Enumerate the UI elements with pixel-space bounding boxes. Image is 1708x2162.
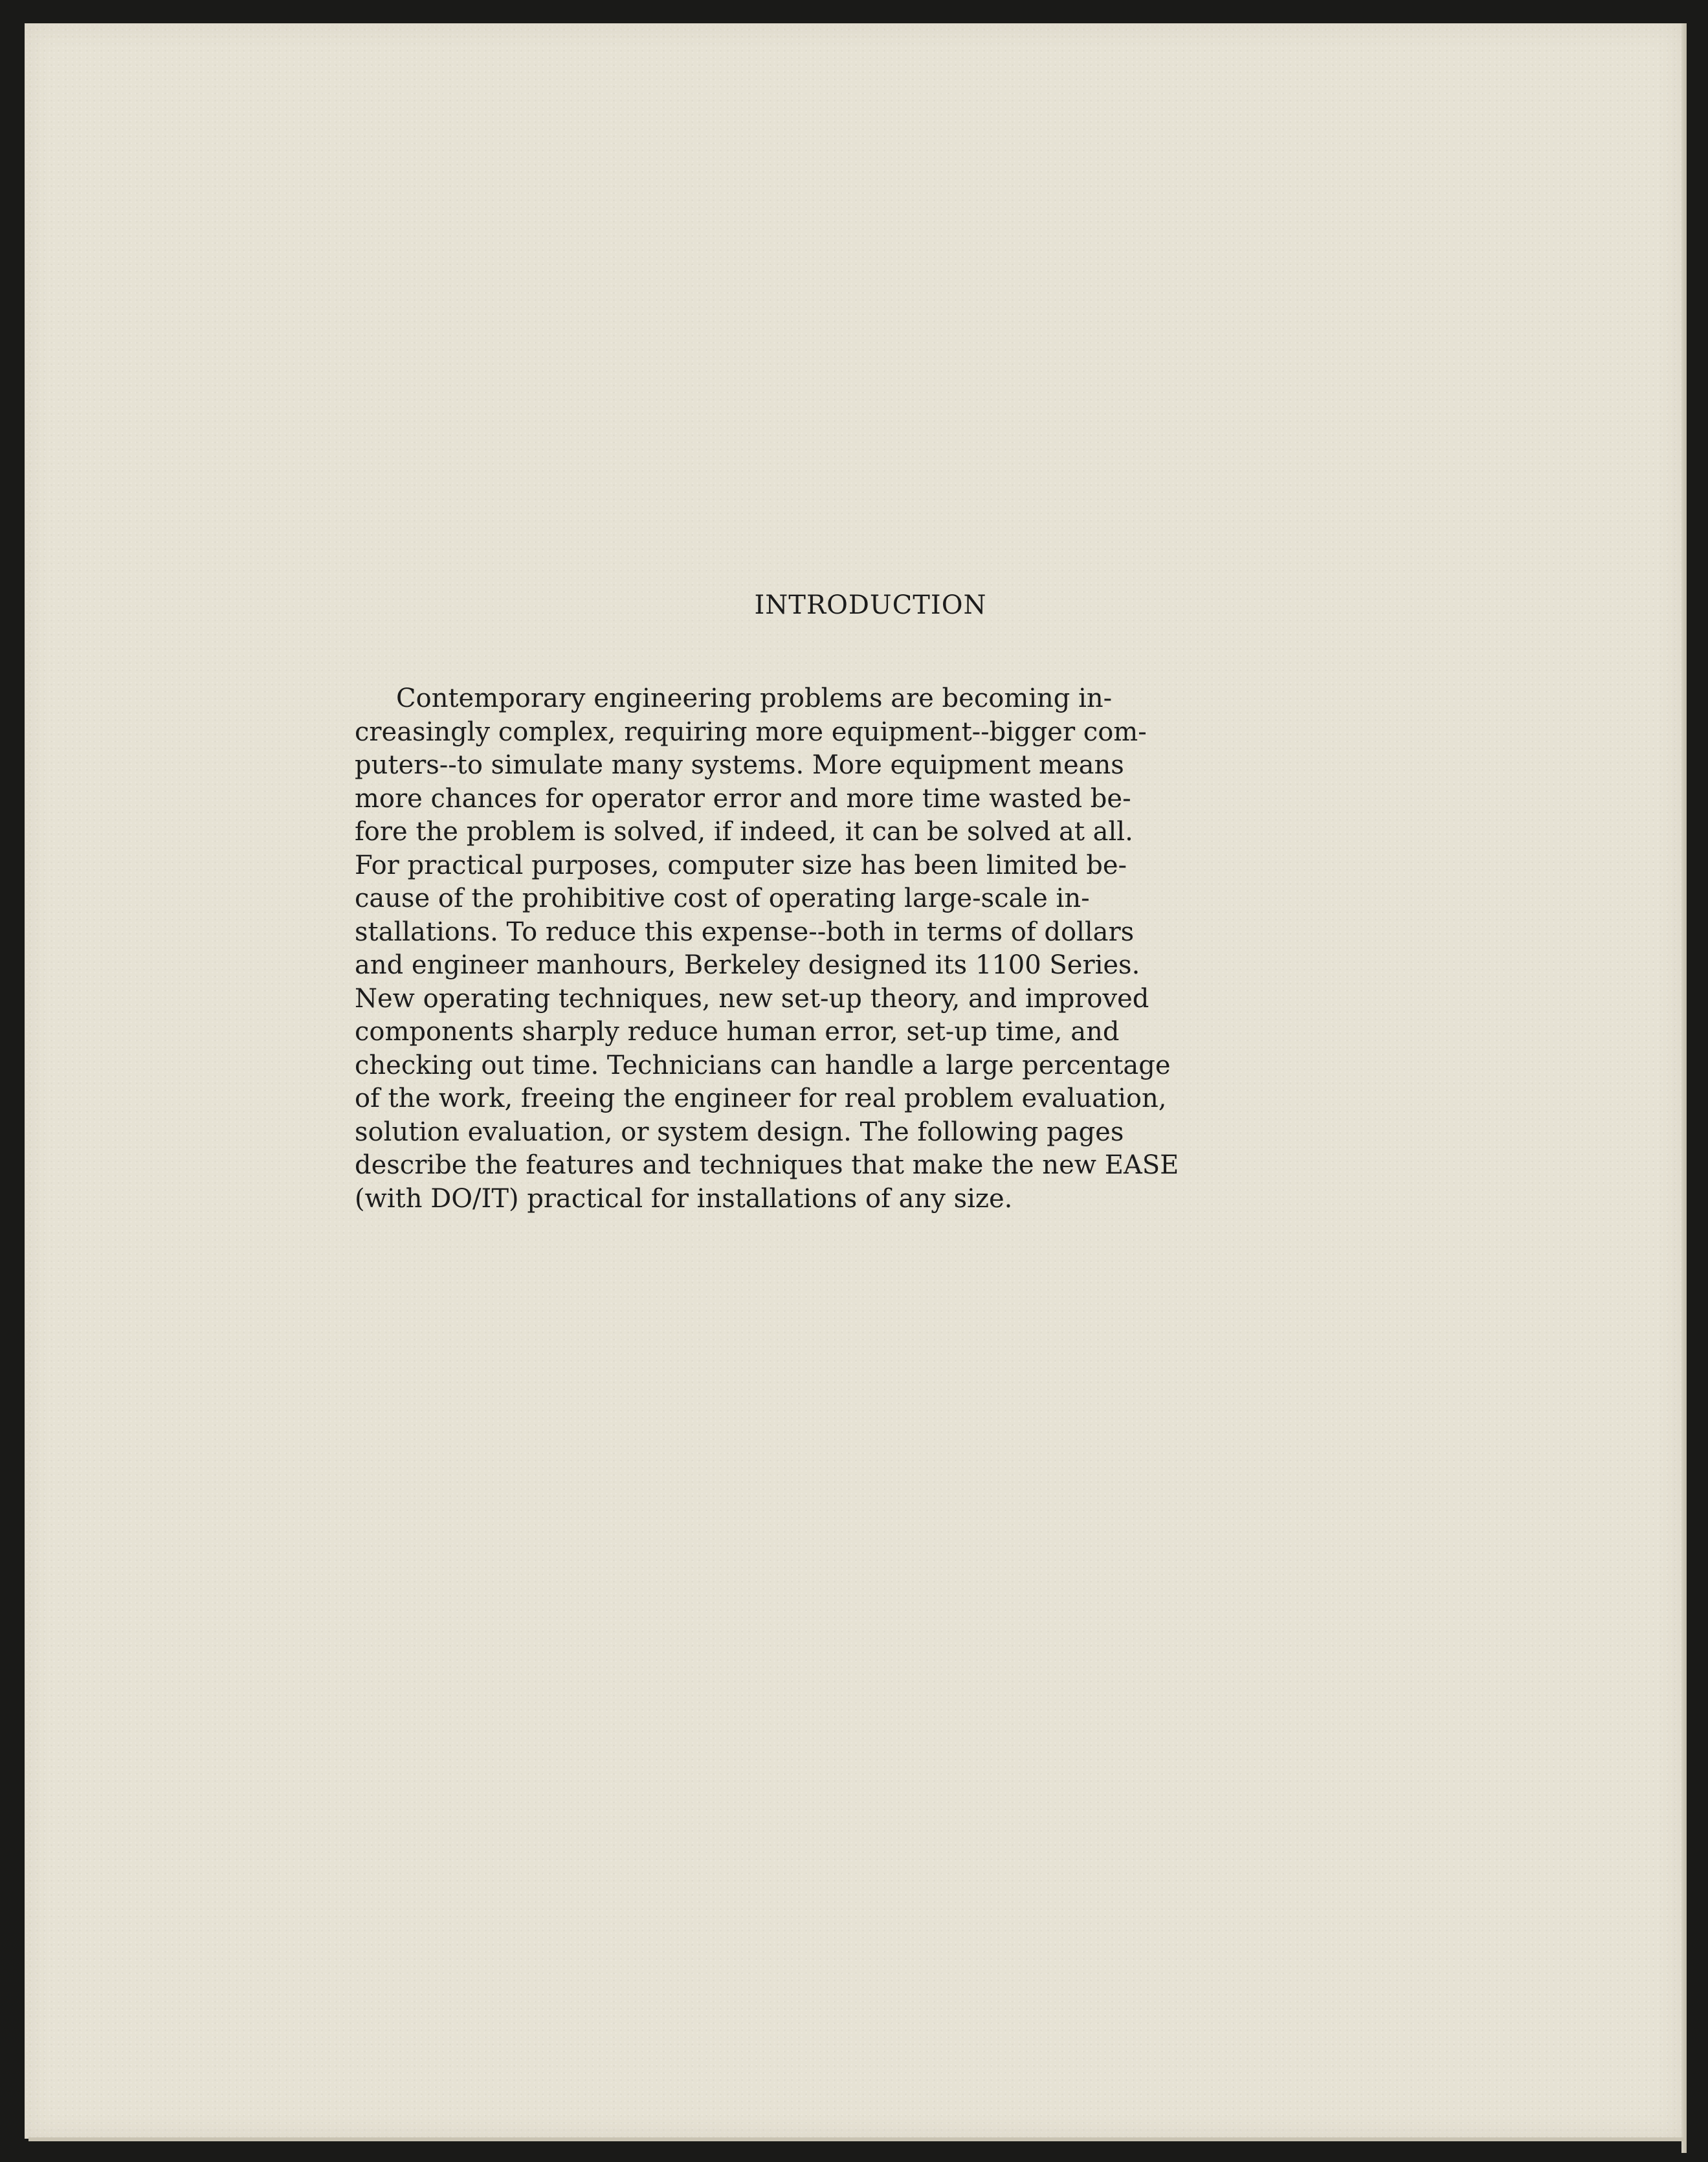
paragraph-line: puters--to simulate many systems. More equipment means bbox=[355, 750, 1124, 780]
paragraph-line: and engineer manhours, Berkeley designed its 1100 Series. bbox=[355, 950, 1140, 980]
paragraph-line: For practical purposes, computer size has been limited be- bbox=[355, 850, 1127, 880]
paragraph-line: fore the problem is solved, if indeed, it can be solved at all. bbox=[355, 817, 1133, 847]
paragraph-line: solution evaluation, or system design. The following pages bbox=[355, 1117, 1124, 1147]
paragraph-line: components sharply reduce human error, set-up time, and bbox=[355, 1017, 1120, 1047]
paragraph-line: creasingly complex, requiring more equipment--bigger com- bbox=[355, 717, 1147, 747]
paragraph-line: Contemporary engineering problems are becoming in- bbox=[396, 684, 1113, 713]
paragraph-line: of the work, freeing the engineer for real problem evaluation, bbox=[355, 1084, 1167, 1113]
paragraph-line: cause of the prohibitive cost of operating large-scale in- bbox=[355, 884, 1090, 913]
page-edge bbox=[1681, 23, 1687, 2153]
paragraph-line: stallations. To reduce this expense--both in terms of dollars bbox=[355, 917, 1135, 947]
paragraph-line: (with DO/IT) practical for installations of any size. bbox=[355, 1183, 1013, 1214]
page-heading: INTRODUCTION bbox=[754, 590, 987, 620]
paragraph-line: checking out time. Technicians can handle a large percentage bbox=[355, 1050, 1171, 1080]
paragraph-line: describe the features and techniques that make the new EASE bbox=[355, 1150, 1179, 1180]
paragraph-line: more chances for operator error and more time wasted be- bbox=[355, 783, 1131, 814]
introduction-paragraph bbox=[355, 682, 1390, 1216]
paragraph-line: New operating techniques, new set-up theory, and improved bbox=[355, 983, 1149, 1014]
page-edge-bottom bbox=[28, 2137, 1685, 2141]
